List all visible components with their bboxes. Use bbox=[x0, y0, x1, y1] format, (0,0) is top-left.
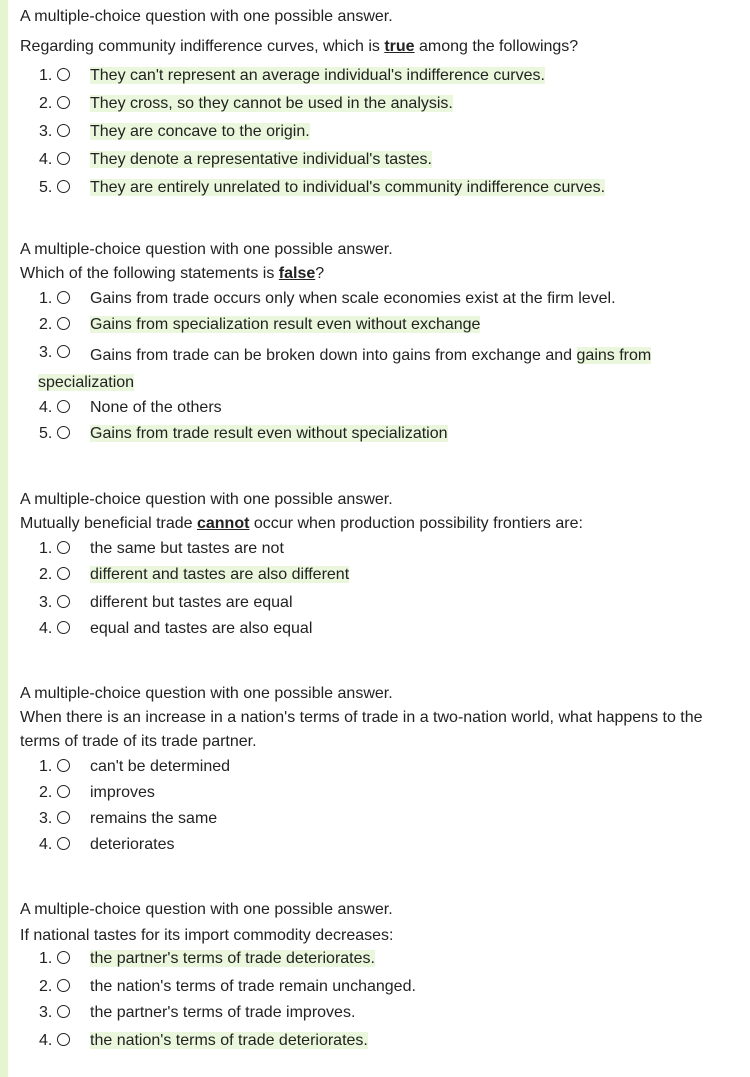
option-text: Gains from trade can be broken down into gains from exchange and gains from specialization bbox=[38, 347, 652, 391]
radio-button[interactable] bbox=[57, 180, 70, 193]
option-text: Gains from trade occurs only when scale economies exist at the firm level. bbox=[90, 290, 616, 307]
option-text: remains the same bbox=[90, 810, 218, 827]
option-4[interactable] bbox=[20, 1030, 745, 1056]
radio-button[interactable] bbox=[57, 426, 70, 439]
radio-button[interactable] bbox=[57, 621, 70, 634]
option-text: Gains from trade result even without specialization bbox=[90, 425, 448, 442]
option-text: deteriorates bbox=[90, 836, 175, 853]
option-text: They denote a representative individual's tastes. bbox=[90, 151, 432, 168]
option-text: Gains from specialization result even without exchange bbox=[90, 316, 481, 333]
option-number: 2. bbox=[39, 784, 53, 801]
option-number: 2. bbox=[39, 978, 53, 995]
radio-button[interactable] bbox=[57, 951, 70, 964]
question-2 bbox=[20, 238, 745, 451]
option-number: 3. bbox=[39, 1004, 53, 1021]
option-number: 1. bbox=[39, 540, 53, 557]
left-accent-bar bbox=[0, 0, 8, 1077]
option-number: 4. bbox=[39, 1032, 53, 1049]
radio-button[interactable] bbox=[57, 541, 70, 554]
option-number: 5. bbox=[39, 425, 53, 442]
option-3[interactable] bbox=[20, 1002, 745, 1030]
option-number: 4. bbox=[39, 620, 53, 637]
question-4 bbox=[20, 682, 745, 860]
option-1[interactable] bbox=[20, 756, 745, 782]
question-intro: A multiple-choice question with one possible answer. bbox=[20, 685, 393, 702]
option-text: the nation's terms of trade deteriorates. bbox=[90, 1032, 368, 1049]
option-text: the nation's terms of trade remain unchanged. bbox=[90, 978, 416, 995]
option-number: 3. bbox=[39, 810, 53, 827]
radio-button[interactable] bbox=[57, 979, 70, 992]
option-number: 4. bbox=[39, 151, 53, 168]
question-5 bbox=[20, 898, 745, 1056]
option-text: the partner's terms of trade improves. bbox=[90, 1004, 356, 1021]
emphasis-word: true bbox=[384, 38, 415, 55]
radio-button[interactable] bbox=[57, 96, 70, 109]
question-intro: A multiple-choice question with one possible answer. bbox=[20, 901, 393, 918]
option-text: the partner's terms of trade deteriorates. bbox=[90, 950, 375, 967]
option-2[interactable] bbox=[20, 564, 745, 592]
emphasis-word: false bbox=[278, 265, 316, 282]
emphasis-word: cannot bbox=[196, 515, 250, 532]
answer-options bbox=[20, 538, 745, 644]
radio-button[interactable] bbox=[57, 567, 70, 580]
radio-button[interactable] bbox=[57, 400, 70, 413]
option-1[interactable] bbox=[20, 65, 745, 93]
option-1[interactable] bbox=[20, 288, 745, 314]
option-2[interactable] bbox=[20, 782, 745, 808]
option-5[interactable] bbox=[20, 177, 745, 205]
option-3[interactable] bbox=[20, 121, 745, 149]
option-text: different but tastes are equal bbox=[90, 594, 293, 611]
option-text: None of the others bbox=[90, 399, 222, 416]
answer-options bbox=[20, 288, 745, 451]
radio-button[interactable] bbox=[57, 759, 70, 772]
option-number: 2. bbox=[39, 566, 53, 583]
radio-button[interactable] bbox=[57, 345, 70, 358]
option-number: 1. bbox=[39, 290, 53, 307]
option-text: They are entirely unrelated to individual's community indifference curves. bbox=[90, 179, 606, 196]
option-number: 1. bbox=[39, 758, 53, 775]
answer-options bbox=[20, 756, 745, 860]
option-number: 2. bbox=[39, 316, 53, 333]
question-text: Which of the following statements is false? bbox=[20, 265, 325, 282]
question-text: When there is an increase in a nation's terms of trade in a two-nation world, what happens to the terms of trade of its trade partner. bbox=[20, 709, 703, 750]
option-2[interactable] bbox=[20, 93, 745, 121]
option-text: the same but tastes are not bbox=[90, 540, 284, 557]
option-number: 2. bbox=[39, 95, 53, 112]
radio-button[interactable] bbox=[57, 1033, 70, 1046]
radio-button[interactable] bbox=[57, 124, 70, 137]
option-3[interactable] bbox=[20, 808, 745, 834]
option-1[interactable] bbox=[20, 538, 745, 564]
answer-options bbox=[20, 948, 745, 1056]
option-number: 3. bbox=[39, 594, 53, 611]
option-text: They can't represent an average individual's indifference curves. bbox=[90, 67, 545, 84]
option-3[interactable] bbox=[20, 592, 745, 618]
option-text: different and tastes are also different bbox=[90, 566, 350, 583]
option-4[interactable] bbox=[20, 618, 745, 644]
radio-button[interactable] bbox=[57, 595, 70, 608]
option-number: 3. bbox=[39, 123, 53, 140]
option-4[interactable] bbox=[20, 397, 745, 423]
question-intro: A multiple-choice question with one possible answer. bbox=[20, 241, 393, 258]
radio-button[interactable] bbox=[57, 291, 70, 304]
option-4[interactable] bbox=[20, 149, 745, 177]
option-text: They cross, so they cannot be used in the analysis. bbox=[90, 95, 453, 112]
option-text: can't be determined bbox=[90, 758, 231, 775]
option-3[interactable] bbox=[20, 342, 745, 397]
question-text: Regarding community indifference curves, which is true among the followings? bbox=[20, 38, 579, 55]
option-text: improves bbox=[90, 784, 155, 801]
option-number: 1. bbox=[39, 950, 53, 967]
radio-button[interactable] bbox=[57, 1005, 70, 1018]
option-number: 1. bbox=[39, 67, 53, 84]
radio-button[interactable] bbox=[57, 152, 70, 165]
answer-options bbox=[20, 65, 745, 205]
radio-button[interactable] bbox=[57, 317, 70, 330]
question-1 bbox=[20, 5, 745, 205]
option-1[interactable] bbox=[20, 948, 745, 976]
radio-button[interactable] bbox=[57, 837, 70, 850]
radio-button[interactable] bbox=[57, 68, 70, 81]
option-number: 3. bbox=[39, 344, 53, 361]
option-number: 5. bbox=[39, 179, 53, 196]
question-text: Mutually beneficial trade cannot occur when production possibility frontiers are: bbox=[20, 515, 583, 532]
question-3 bbox=[20, 488, 745, 644]
option-5[interactable] bbox=[20, 423, 745, 451]
option-2[interactable] bbox=[20, 314, 745, 342]
radio-button[interactable] bbox=[57, 785, 70, 798]
option-number: 4. bbox=[39, 836, 53, 853]
option-text: equal and tastes are also equal bbox=[90, 620, 313, 637]
question-intro: A multiple-choice question with one possible answer. bbox=[20, 491, 393, 508]
radio-button[interactable] bbox=[57, 811, 70, 824]
option-number: 4. bbox=[39, 399, 53, 416]
question-intro: A multiple-choice question with one possible answer. bbox=[20, 8, 393, 25]
question-text: If national tastes for its import commodity decreases: bbox=[20, 927, 394, 944]
option-2[interactable] bbox=[20, 976, 745, 1002]
option-4[interactable] bbox=[20, 834, 745, 860]
option-text: They are concave to the origin. bbox=[90, 123, 310, 140]
